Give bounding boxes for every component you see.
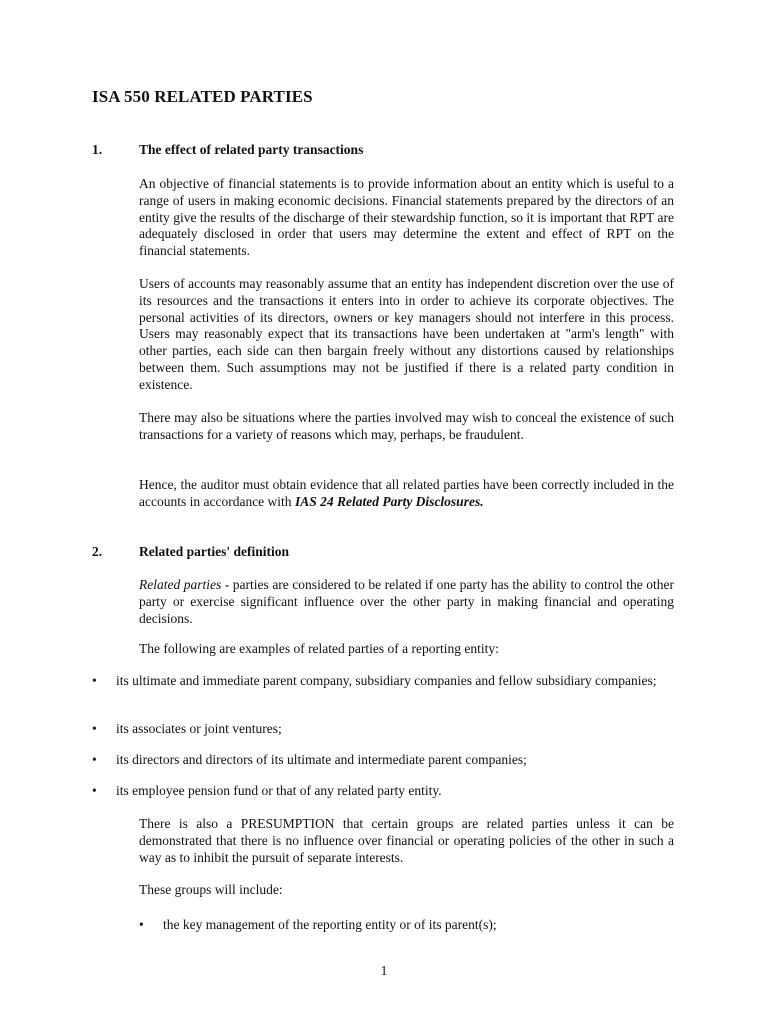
paragraph-auditor-evidence [139,477,674,511]
bullet-icon: • [92,783,97,798]
list-item [92,783,674,800]
definition-term: Related parties [139,577,222,592]
bullet-icon: • [139,917,144,932]
paragraph-definition [139,577,674,627]
document-title: ISA 550 RELATED PARTIES [92,87,313,106]
list-item-text: its associates or joint ventures; [116,721,282,736]
ias-24-reference: IAS 24 Related Party Disclosures. [294,493,484,509]
closing-text: Hence, the auditor must obtain evidence that all related parties have been correctly included in the accounts in accordance with [139,477,674,509]
list-item-text: the key management of the reporting entity or of its parent(s); [163,917,497,932]
paragraph-groups-intro: These groups will include: [139,882,283,897]
list-item [92,673,674,690]
list-item [92,721,674,738]
list-item-text: its employee pension fund or that of any related party entity. [116,783,442,798]
bullet-icon: • [92,673,97,688]
bullet-icon: • [92,721,97,736]
paragraph-examples-intro: The following are examples of related parties of a reporting entity: [139,641,499,656]
list-item-text: its ultimate and immediate parent company, subsidiary companies and fellow subsidiary companies; [116,673,657,688]
section-number: 1. [92,142,103,157]
sub-list-item [139,917,674,934]
list-item [92,752,674,769]
paragraph-conceal: There may also be situations where the parties involved may wish to conceal the existence of such transactions for a variety of reasons which may, perhaps, be fraudulent. [139,410,674,442]
page-number: 1 [380,963,388,978]
section-number: 2. [92,544,103,559]
paragraph-users-assumptions: Users of accounts may reasonably assume that an entity has independent discretion over the use of its resources and the transactions it enters into in order to achieve its corporate objectives. The personal activities of its directors, owners or key managers should not interfere in this process. Users may reasonably expect that its transactions have been undertaken at "arm's length" with other parties, each side can then bargain freely without any distortions caused by relationships between them. Such assumptions may not be justified if there is a related party condition in existence. [139,276,674,392]
paragraph-presumption: There is also a PRESUMPTION that certain groups are related parties unless it can be demonstrated that there is no influence over financial or operating policies of the other in such a way as to inhibit the pursuit of separate interests. [139,816,674,865]
bullet-icon: • [92,752,97,767]
paragraph-objective: An objective of financial statements is to provide information about an entity which is useful to a range of users in making economic decisions. Financial statements prepared by the directors of an entity give the results of the discharge of their stewardship function, so it is important that RPT are adequately disclosed in order that users may determine the extent and effect of RPT on the financial statements. [139,176,674,259]
definition-text: - parties are considered to be related if one party has the ability to control the other party or exercise significant influence over the other party in making financial and operating decisions. [139,577,674,626]
list-item-text: its directors and directors of its ultimate and intermediate parent companies; [116,752,527,767]
section-title: The effect of related party transactions [139,142,364,157]
section-title: Related parties' definition [139,544,289,559]
